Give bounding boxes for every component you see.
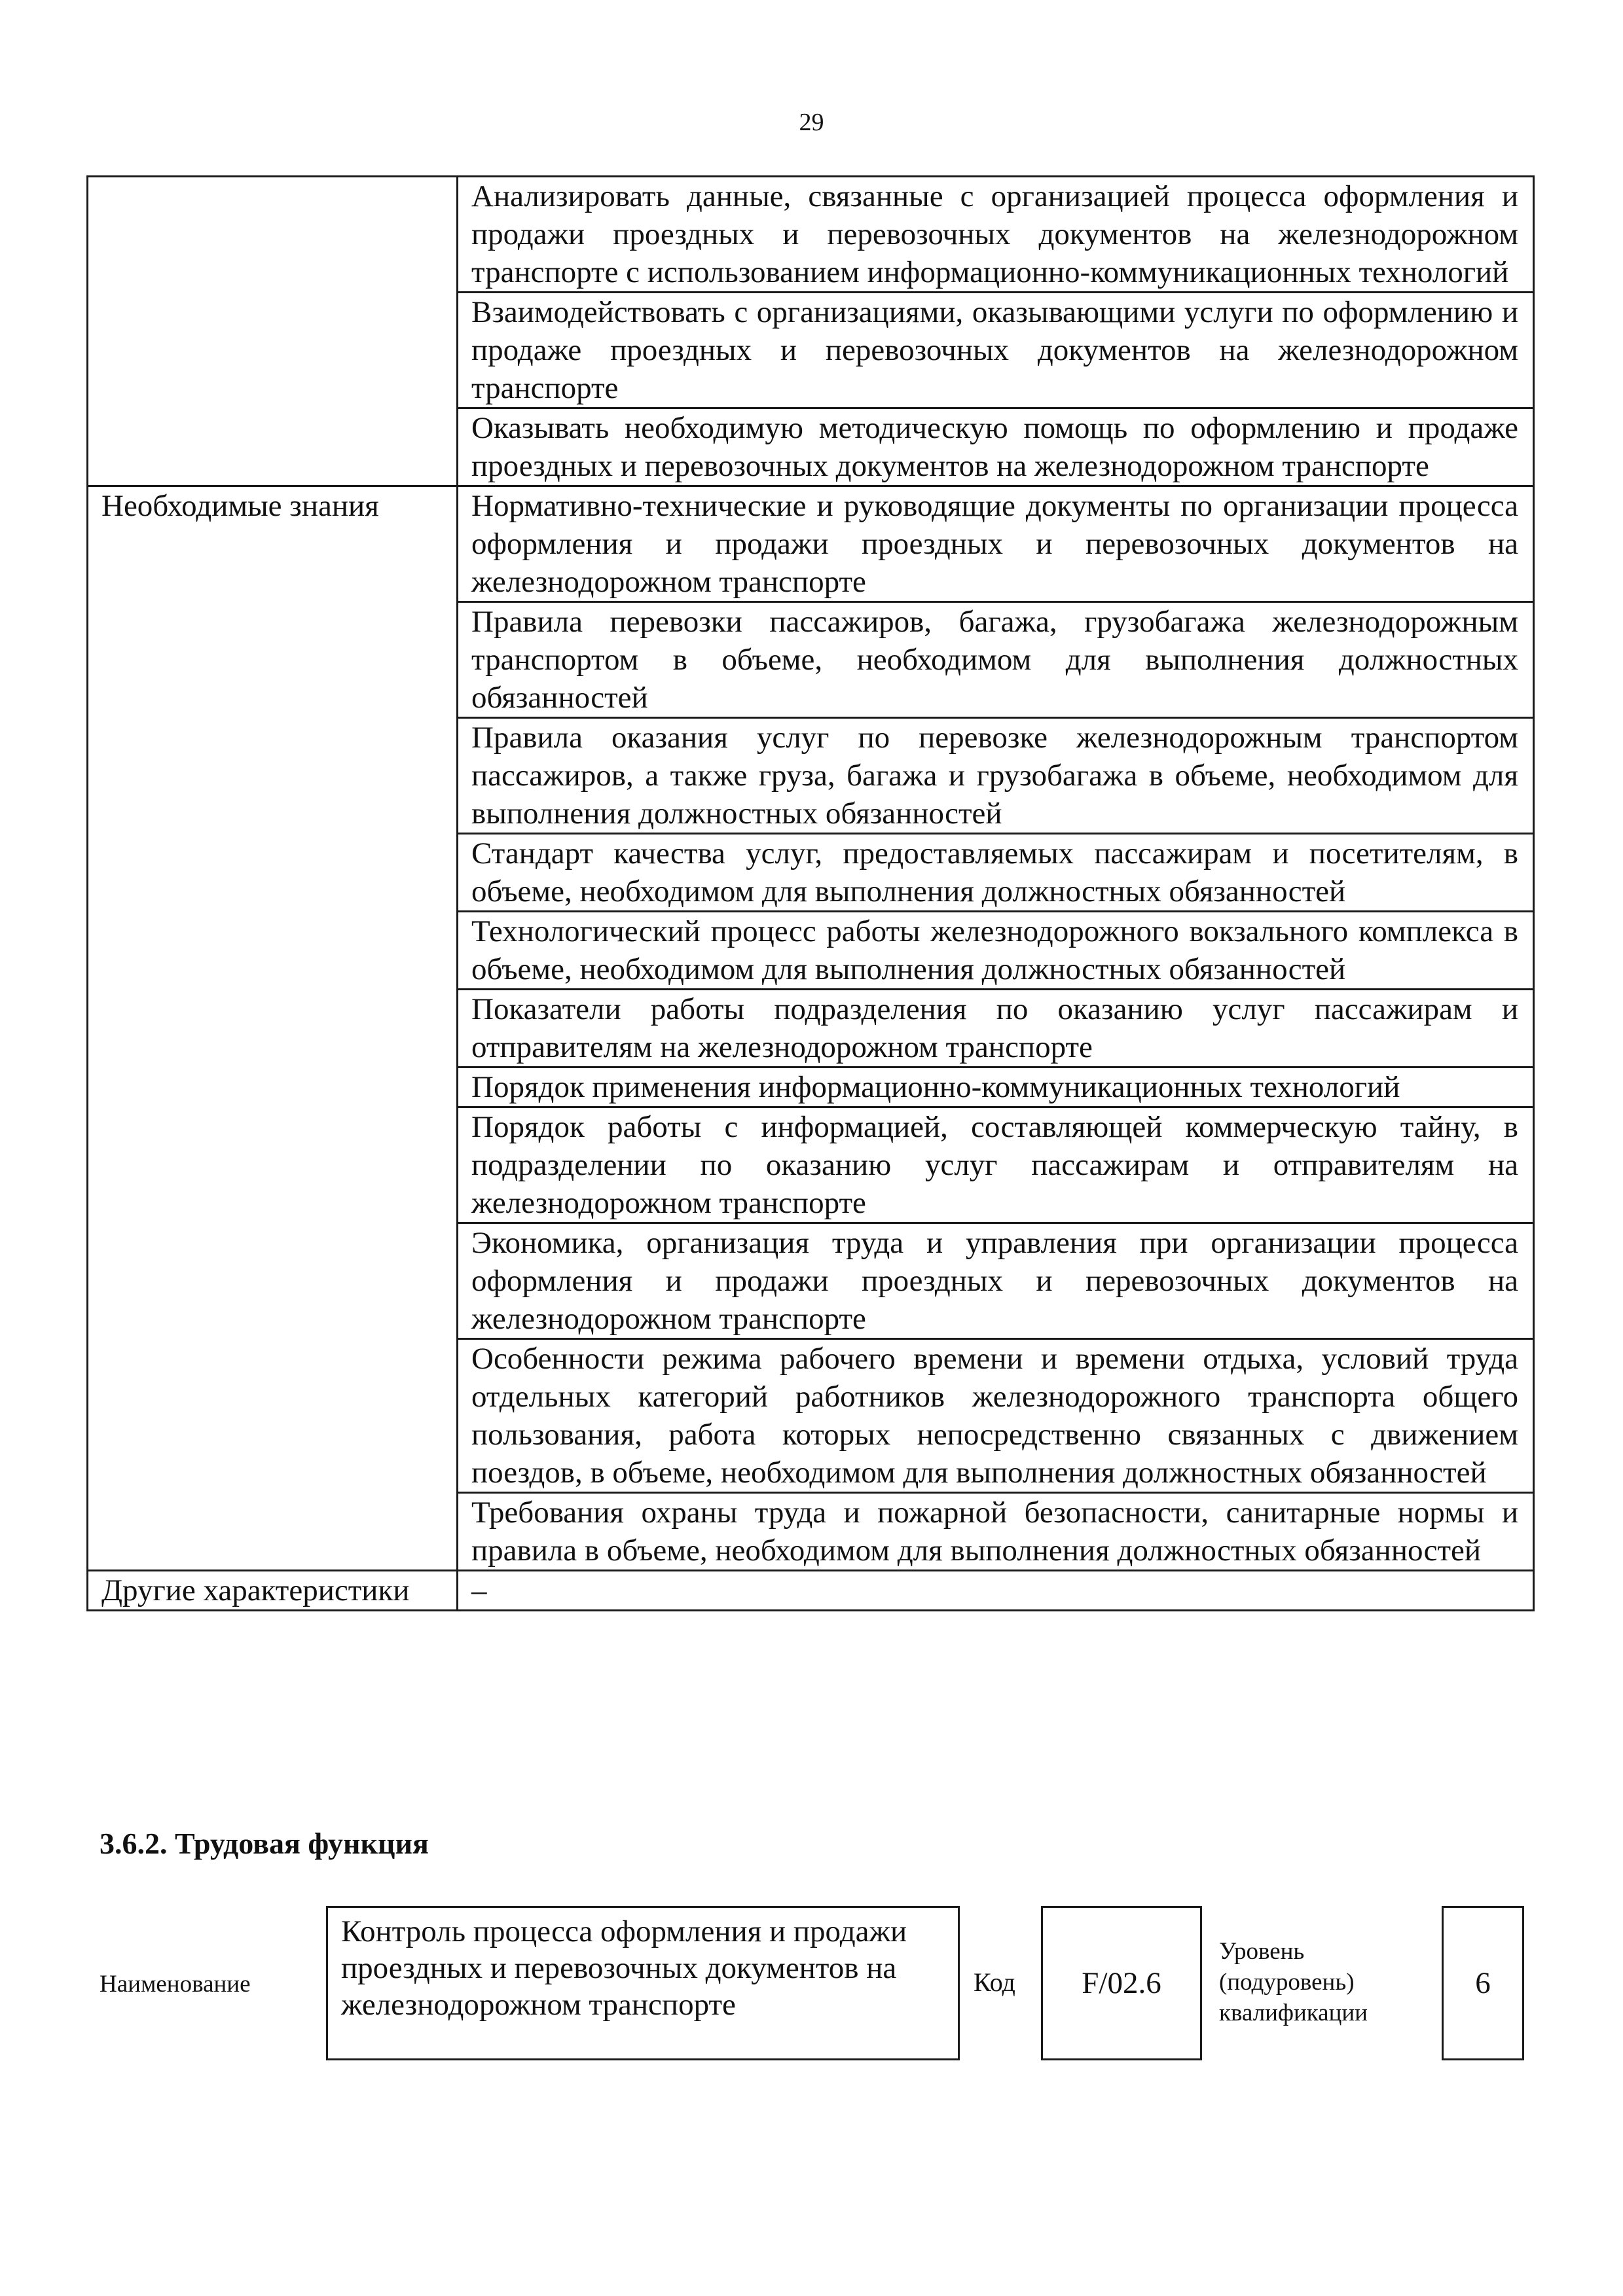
- knowledge-item: Показатели работы подразделения по оказанию услуг пассажирам и отправителям на железнодорожном транспорте: [458, 990, 1534, 1067]
- skill-item: Анализировать данные, связанные с организацией процесса оформления и продажи проездных и перевозочных документов на железнодорожном транспорте с использованием информационно-коммуникационных технологий: [458, 177, 1534, 293]
- qualification-level-value: 6: [1475, 1966, 1491, 2000]
- skill-item: Оказывать необходимую методическую помощь по оформлению и продаже проездных и перевозочных документов на железнодорожном транспорте: [458, 408, 1534, 486]
- qualification-level-box: [1442, 1906, 1524, 2060]
- knowledge-item: Порядок применения информационно-коммуникационных технологий: [458, 1067, 1534, 1107]
- skill-item: Взаимодействовать с организациями, оказывающими услуги по оформлению и продаже проездных и перевозочных документов на железнодорожном транспорте: [458, 293, 1534, 408]
- table-row: [88, 177, 1534, 293]
- name-label: Наименование: [100, 1971, 251, 1998]
- other-characteristics-label: Другие характеристики: [88, 1571, 458, 1611]
- other-characteristics-value: –: [458, 1571, 1534, 1611]
- function-name-box: Контроль процесса оформления и продажи проездных и перевозочных документов на железнодорожном транспорте: [326, 1906, 960, 2060]
- knowledge-item: Экономика, организация труда и управления при организации процесса оформления и продажи проездных и перевозочных документов на железнодорожном транспорте: [458, 1223, 1534, 1339]
- knowledge-item: Правила перевозки пассажиров, багажа, грузобагажа железнодорожным транспортом в объеме, необходимом для выполнения должностных обязанностей: [458, 602, 1534, 718]
- table-row: [88, 1571, 1534, 1611]
- section-heading: 3.6.2. Трудовая функция: [100, 1827, 429, 1860]
- qualification-level-label: Уровень (подуровень) квалификации: [1219, 1938, 1368, 2026]
- skills-label-cell: [88, 177, 458, 486]
- table-row: [88, 486, 1534, 602]
- requirements-table: [86, 175, 1535, 1611]
- page-number: 29: [799, 109, 824, 136]
- function-code-box: [1041, 1906, 1202, 2060]
- knowledge-item: Требования охраны труда и пожарной безопасности, санитарные нормы и правила в объеме, необходимом для выполнения должностных обязанностей: [458, 1493, 1534, 1571]
- knowledge-label: Необходимые знания: [101, 489, 379, 523]
- knowledge-item: Правила оказания услуг по перевозке железнодорожным транспортом пассажиров, а также груза, багажа и грузобагажа в объеме, необходимом для выполнения должностных обязанностей: [458, 718, 1534, 834]
- knowledge-label-cell: [88, 486, 458, 1571]
- knowledge-item: Порядок работы с информацией, составляющей коммерческую тайну, в подразделении по оказанию услуг пассажирам и отправителям на железнодорожном транспорте: [458, 1107, 1534, 1223]
- knowledge-item: Стандарт качества услуг, предоставляемых пассажирам и посетителям, в объеме, необходимом для выполнения должностных обязанностей: [458, 834, 1534, 912]
- knowledge-item: Особенности режима рабочего времени и времени отдыха, условий труда отдельных категорий работников железнодорожного транспорта общего пользования, работа которых непосредственно связанных с движением поездов, в объеме, необходимом для выполнения должностных обязанностей: [458, 1339, 1534, 1493]
- code-label: Код: [974, 1967, 1015, 1997]
- knowledge-item: Технологический процесс работы железнодорожного вокзального комплекса в объеме, необходимом для выполнения должностных обязанностей: [458, 912, 1534, 990]
- knowledge-item: Нормативно-технические и руководящие документы по организации процесса оформления и продажи проездных и перевозочных документов на железнодорожном транспорте: [458, 486, 1534, 602]
- function-code: F/02.6: [1082, 1966, 1161, 2000]
